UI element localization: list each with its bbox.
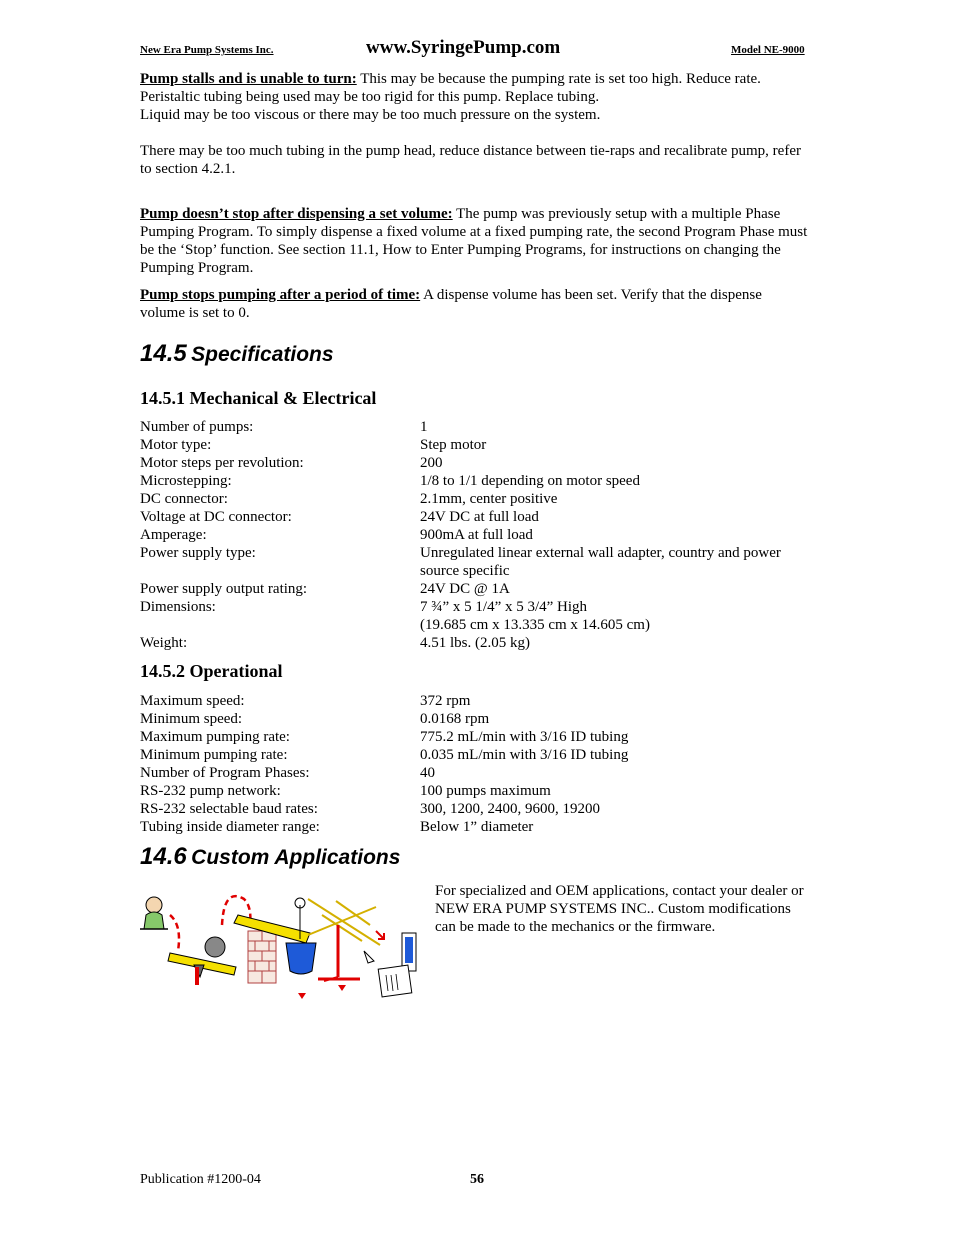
operational-spec-value: 100 pumps maximum: [420, 783, 551, 799]
section-specs-number: 14.5: [140, 340, 187, 367]
header-url: www.SyringePump.com: [366, 37, 561, 58]
mechanical-spec-row: [140, 598, 820, 616]
operational-spec-label: Minimum speed:: [140, 711, 243, 727]
operational-spec-label: RS-232 pump network:: [140, 783, 281, 799]
operational-spec-value: 775.2 mL/min with 3/16 ID tubing: [420, 729, 629, 745]
mechanical-spec-label: DC connector:: [140, 491, 228, 507]
stand: [318, 925, 360, 981]
custom-description: For specialized and OEM applications, contact your dealer or NEW ERA PUMP SYSTEMS INC.. Custom modifications can be made to the mechanics or the firmware.: [435, 883, 804, 935]
mechanical-spec-label: Motor type:: [140, 437, 212, 453]
operational-spec-row: [140, 818, 820, 836]
operational-table: [140, 692, 820, 836]
trouble-no-stop: [140, 205, 810, 277]
mechanical-spec-label: Motor steps per revolution:: [140, 455, 304, 471]
mechanical-spec-value: 200: [420, 455, 443, 471]
trouble-no-stop-body: The pump was previously setup with a multiple Phase Pumping Program. To simply dispense a fixed volume at a fixed pumping rate, the second Program Phase must be the ‘Stop’ function. See section 11.1, How to Enter Pumping Programs, for instructions on changing the Pumping Program.: [140, 206, 808, 276]
mechanical-spec-label: Power supply type:: [140, 545, 256, 561]
mechanical-spec-label: Amperage:: [140, 527, 207, 543]
operational-spec-value: 300, 1200, 2400, 9600, 19200: [420, 801, 600, 817]
mechanical-spec-row: [140, 418, 820, 436]
mechanical-spec-row: [140, 436, 820, 454]
ball-icon: [205, 937, 225, 957]
header-model: Model NE-9000: [731, 44, 805, 56]
operational-spec-row: [140, 746, 820, 764]
trouble-stall-line-3: Liquid may be too viscous or there may be too much pressure on the system.: [140, 107, 601, 123]
mechanical-spec-value: 1/8 to 1/1 depending on motor speed: [420, 473, 640, 489]
person-figure: [140, 897, 168, 929]
trouble-stall-extra: There may be too much tubing in the pump head, reduce distance between tie-raps and recalibrate pump, refer to section 4.2.1.: [140, 143, 801, 177]
trouble-stall-title: Pump stalls and is unable to turn:: [140, 71, 357, 87]
footer-publication: Publication #1200-04: [140, 1172, 261, 1187]
mechanical-spec-value: 7 ¾” x 5 1/4” x 5 3/4” High: [420, 599, 588, 615]
mechanical-spec-row: [140, 580, 820, 598]
operational-spec-value: 0.035 mL/min with 3/16 ID tubing: [420, 747, 629, 763]
mechanical-spec-label: Microstepping:: [140, 473, 232, 489]
operational-spec-value: Below 1” diameter: [420, 819, 534, 835]
footer-page-number: 56: [470, 1172, 484, 1187]
mechanical-spec-label: Number of pumps:: [140, 419, 254, 435]
operational-spec-label: Tubing inside diameter range:: [140, 819, 320, 835]
custom-machine-illustration: [140, 885, 425, 1000]
mechanical-spec-row: [140, 634, 820, 652]
section-specs-title: Specifications: [191, 343, 334, 366]
mechanical-table: [140, 418, 820, 652]
mechanical-spec-value: 24V DC @ 1A: [420, 581, 510, 597]
operational-spec-row: [140, 692, 820, 710]
scissor-arm: [308, 899, 380, 945]
operational-spec-value: 372 rpm: [420, 693, 471, 709]
operational-spec-row: [140, 800, 820, 818]
trouble-stops: [140, 286, 810, 322]
computer-icon: [364, 933, 416, 997]
seesaw: [168, 953, 236, 985]
mechanical-spec-row: [140, 616, 820, 634]
mechanical-spec-label: Weight:: [140, 635, 188, 651]
operational-spec-row: [140, 782, 820, 800]
mechanical-spec-label: [140, 616, 420, 634]
section-custom-number: 14.6: [140, 843, 187, 870]
mechanical-spec-row: [140, 454, 820, 472]
operational-spec-label: Minimum pumping rate:: [140, 747, 288, 763]
mechanical-spec-value: 4.51 lbs. (2.05 kg): [420, 635, 530, 651]
brick-wall: [248, 931, 276, 983]
section-custom-heading: [140, 843, 400, 871]
mechanical-spec-value: 1: [420, 419, 428, 435]
mechanical-heading: 14.5.1 Mechanical & Electrical: [140, 388, 377, 408]
mechanical-spec-label: Dimensions:: [140, 599, 216, 615]
section-custom-title: Custom Applications: [191, 846, 401, 869]
mechanical-spec-value: 24V DC at full load: [420, 509, 539, 525]
mechanical-spec-value: Unregulated linear external wall adapter, country and power source specific: [420, 545, 781, 579]
operational-spec-label: RS-232 selectable baud rates:: [140, 801, 318, 817]
trouble-stall: [140, 70, 820, 124]
operational-spec-row: [140, 710, 820, 728]
mechanical-spec-row: [140, 508, 820, 526]
trouble-no-stop-title: Pump doesn’t stop after dispensing a set volume:: [140, 206, 453, 222]
trouble-stops-body: A dispense volume has been set. Verify that the dispense volume is set to 0.: [140, 287, 762, 321]
operational-spec-label: Number of Program Phases:: [140, 765, 310, 781]
operational-spec-value: 0.0168 rpm: [420, 711, 490, 727]
operational-spec-label: Maximum speed:: [140, 693, 245, 709]
trouble-stops-title: Pump stops pumping after a period of time:: [140, 287, 421, 303]
trouble-stall-line-1: This may be because the pumping rate is set too high. Reduce rate.: [356, 71, 761, 87]
mechanical-spec-value: (19.685 cm x 13.335 cm x 14.605 cm): [420, 617, 650, 633]
header-company: New Era Pump Systems Inc.: [140, 44, 274, 56]
mechanical-spec-row: [140, 472, 820, 490]
operational-spec-row: [140, 764, 820, 782]
operational-heading: 14.5.2 Operational: [140, 661, 283, 681]
trouble-stall-line-2: Peristaltic tubing being used may be too rigid for this pump. Replace tubing.: [140, 89, 600, 105]
mechanical-spec-value: 900mA at full load: [420, 527, 533, 543]
mechanical-spec-row: [140, 544, 820, 580]
mechanical-spec-value: 2.1mm, center positive: [420, 491, 558, 507]
operational-spec-value: 40: [420, 765, 435, 781]
operational-spec-label: Maximum pumping rate:: [140, 729, 290, 745]
down-arrow-icon: [298, 993, 306, 999]
mechanical-spec-row: [140, 490, 820, 508]
mechanical-spec-row: [140, 526, 820, 544]
right-arrow-icon: [376, 931, 384, 939]
arc-1: [170, 915, 179, 951]
operational-spec-row: [140, 728, 820, 746]
mechanical-spec-label: Power supply output rating:: [140, 581, 308, 597]
mechanical-spec-label: Voltage at DC connector:: [140, 509, 292, 525]
mechanical-spec-value: Step motor: [420, 437, 487, 453]
section-specs-heading: [140, 340, 334, 368]
